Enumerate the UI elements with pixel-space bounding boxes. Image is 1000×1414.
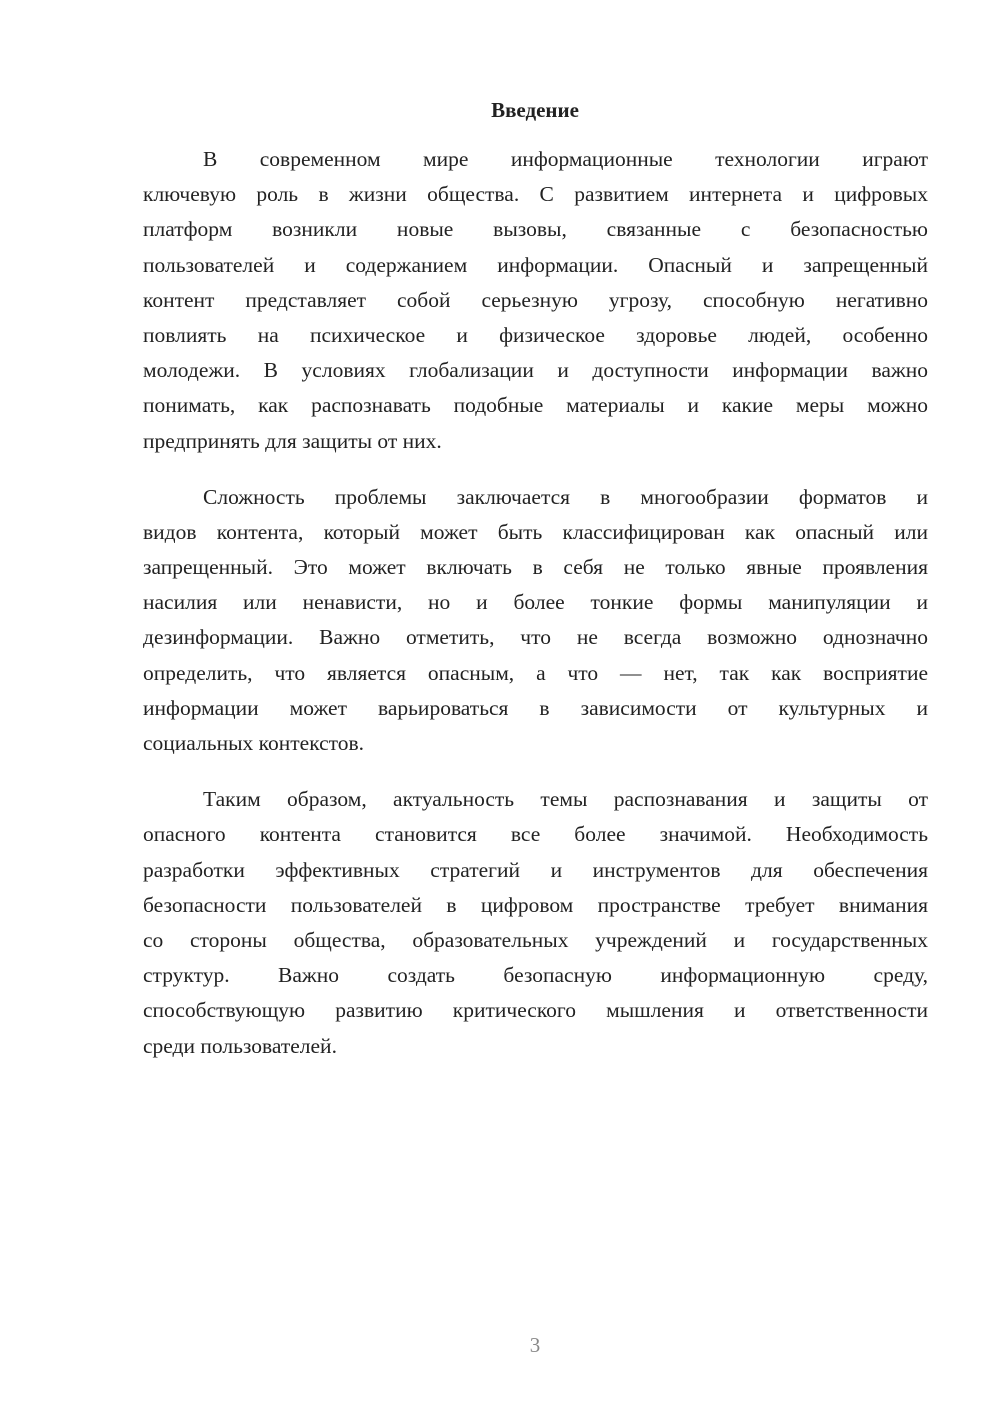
text-line: насилия или ненависти, но и более тонкие формы манипуляции и [143, 590, 928, 615]
text-line: понимать, как распознавать подобные материалы и какие меры можно [143, 393, 928, 418]
text-line: пользователей и содержанием информации. Опасный и запрещенный [143, 252, 928, 277]
text-line: социальных контекстов. [143, 731, 365, 755]
text-line: ключевую роль в жизни общества. С развитием интернета и цифровых [143, 182, 928, 207]
text-line: дезинформации. Важно отметить, что не всегда возможно однозначно [143, 625, 928, 650]
paragraph [143, 142, 928, 459]
text-line: структур. Важно создать безопасную информационную среду, [143, 963, 928, 988]
text-line: опасного контента становится все более значимой. Необходимость [143, 822, 928, 847]
text-line: среди пользователей. [143, 1033, 337, 1058]
text-line: молодежи. В условиях глобализации и доступности информации важно [143, 358, 928, 383]
text-line: информации может варьироваться в зависимости от культурных и [143, 695, 928, 720]
text-line: Таким образом, актуальность темы распознавания и защиты от [203, 787, 928, 812]
text-line: Сложность проблемы заключается в многообразии форматов и [203, 484, 928, 509]
paragraph [143, 480, 928, 762]
paragraph [143, 782, 928, 1064]
text-line: платформ возникли новые вызовы, связанные с безопасностью [143, 217, 928, 242]
page-number: 3 [529, 1333, 541, 1357]
body-text [143, 142, 928, 1085]
text-line: В современном мире информационные технологии играют [203, 147, 928, 171]
text-line: запрещенный. Это может включать в себя не только явные проявления [143, 555, 928, 580]
text-line: безопасности пользователей в цифровом пространстве требует внимания [143, 892, 928, 917]
text-line: контент представляет собой серьезную угрозу, способную негативно [143, 287, 928, 312]
text-line: способствующую развитию критического мышления и ответственности [143, 998, 928, 1023]
text-line: предпринять для защиты от них. [143, 428, 442, 453]
text-line: со стороны общества, образовательных учреждений и государственных [143, 927, 928, 952]
text-line: повлиять на психическое и физическое здоровье людей, особенно [143, 322, 928, 347]
section-title: Введение [491, 98, 579, 122]
text-line: видов контента, который может быть классифицирован как опасный или [143, 519, 928, 544]
text-line: разработки эффективных стратегий и инструментов для обеспечения [143, 857, 928, 882]
text-line: определить, что является опасным, а что — нет, так как восприятие [143, 660, 928, 685]
